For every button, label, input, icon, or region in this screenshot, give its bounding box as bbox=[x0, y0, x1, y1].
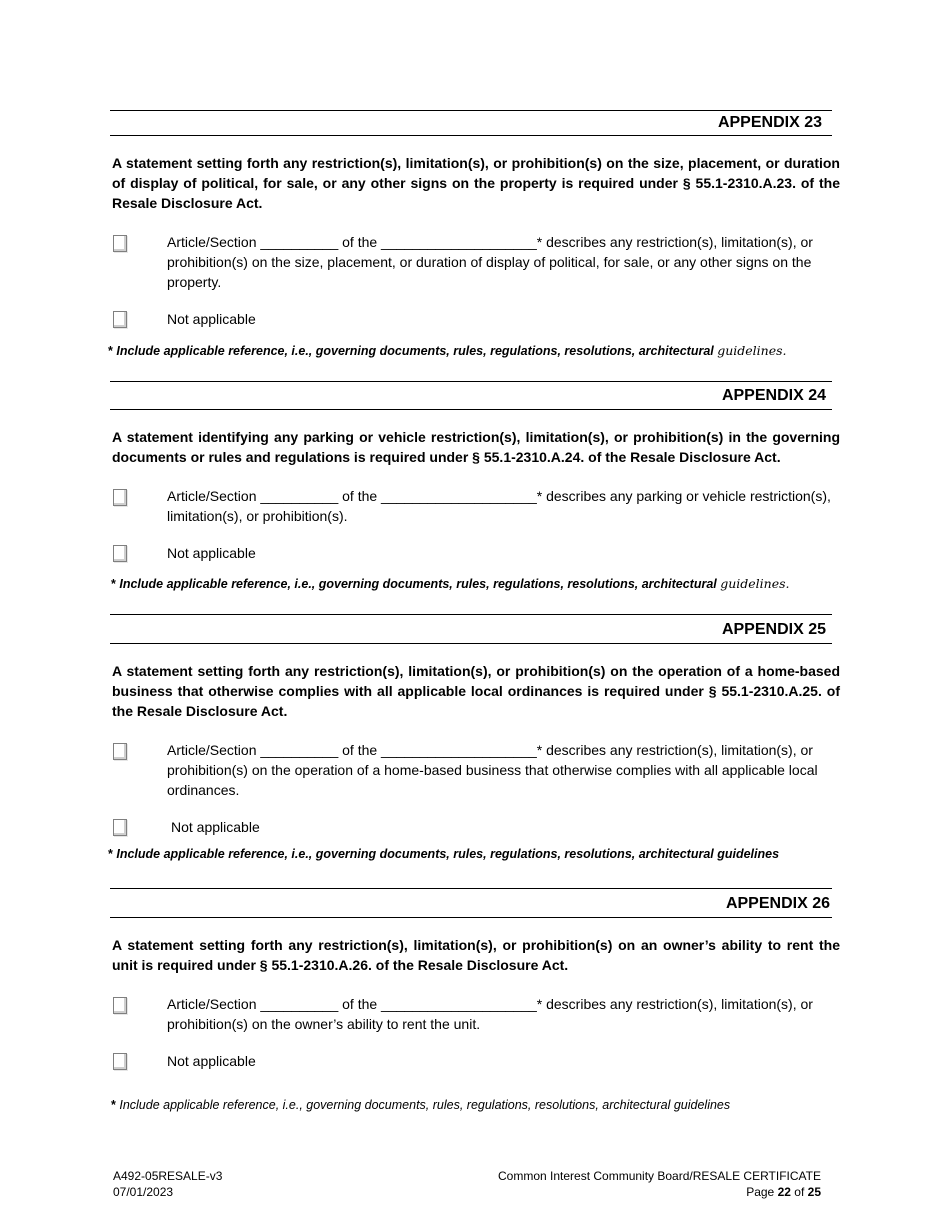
page-prefix: Page bbox=[746, 1185, 775, 1199]
reference-note bbox=[108, 847, 779, 861]
article-checkbox[interactable] bbox=[113, 997, 127, 1014]
page-total: 25 bbox=[807, 1185, 821, 1199]
note-text: Include applicable reference, i.e., governing documents, rules, regulations, resolutions, architectural guidelines bbox=[119, 1098, 731, 1112]
article-checkbox[interactable] bbox=[113, 743, 127, 760]
appendix-title: APPENDIX 26 bbox=[725, 895, 830, 912]
statement: A statement identifying any parking or vehicle restriction(s), limitation(s), or prohibition(s) in the governing documents or rules and regulations is required under § 55.1-2310.A.24. of the Resale Disclosure Act. bbox=[112, 429, 840, 465]
note-tail: guidelines. bbox=[720, 576, 790, 591]
reference-note bbox=[111, 576, 790, 591]
form-id: A492-05RESALE-v3 bbox=[113, 1169, 223, 1183]
note-text: Include applicable reference, i.e., governing documents, rules, regulations, resolutions, architectural guidelines bbox=[116, 847, 780, 861]
footer-right bbox=[498, 1168, 821, 1200]
reference-note bbox=[108, 343, 787, 358]
top-rule bbox=[110, 888, 832, 889]
note-text: Include applicable reference, i.e., governing documents, rules, regulations, resolutions, architectural bbox=[119, 577, 717, 591]
footer-left bbox=[113, 1168, 222, 1200]
statement: A statement setting forth any restriction(s), limitation(s), or prohibition(s) on the size, placement, or duration of display of political, for sale, or any other signs on the property is required under § 55.1-2310.A.23. of the Resale Disclosure Act. bbox=[112, 155, 840, 211]
not-applicable-checkbox[interactable] bbox=[113, 1053, 127, 1070]
not-applicable-checkbox[interactable] bbox=[113, 819, 127, 836]
bottom-rule bbox=[110, 135, 832, 136]
bottom-rule bbox=[110, 409, 832, 410]
page-number bbox=[498, 1184, 821, 1200]
not-applicable-label: Not applicable bbox=[167, 545, 256, 561]
note-text: Include applicable reference, i.e., governing documents, rules, regulations, resolutions, architectural bbox=[116, 344, 714, 358]
article-option-text: Article/Section __________ of the ____________________* describes any restriction(s), limitation(s), or prohibition(s) on the owner’s ability to rent the unit. bbox=[167, 996, 813, 1032]
bottom-rule bbox=[110, 643, 832, 644]
statement: A statement setting forth any restriction(s), limitation(s), or prohibition(s) on an owner’s ability to rent the unit is required under § 55.1-2310.A.26. of the Resale Disclosure Act. bbox=[112, 937, 840, 973]
article-checkbox[interactable] bbox=[113, 235, 127, 252]
note-asterisk: * bbox=[111, 577, 116, 591]
note-asterisk: * bbox=[108, 847, 113, 861]
statement: A statement setting forth any restriction(s), limitation(s), or prohibition(s) on the operation of a home-based business that otherwise complies with all applicable local ordinances is required under § 55.1-2310.A.25. of the Resale Disclosure Act. bbox=[112, 663, 840, 719]
top-rule bbox=[110, 614, 832, 615]
top-rule bbox=[110, 381, 832, 382]
not-applicable-label: Not applicable bbox=[171, 819, 260, 835]
appendix-title: APPENDIX 25 bbox=[721, 621, 826, 638]
appendix-title: APPENDIX 23 bbox=[717, 114, 822, 131]
not-applicable-checkbox[interactable] bbox=[113, 311, 127, 328]
page-of: of bbox=[794, 1185, 805, 1199]
article-option-text: Article/Section __________ of the ____________________* describes any parking or vehicle restriction(s), limitation(s), or prohibition(s). bbox=[167, 488, 831, 524]
article-option-text: Article/Section __________ of the ____________________* describes any restriction(s), limitation(s), or prohibition(s) on the operation of a home-based business that otherwise complies with all applicable local ordinances. bbox=[167, 742, 818, 798]
appendix-title: APPENDIX 24 bbox=[721, 387, 826, 404]
note-tail: guidelines. bbox=[717, 343, 787, 358]
reference-note bbox=[111, 1098, 730, 1112]
article-checkbox[interactable] bbox=[113, 489, 127, 506]
form-date: 07/01/2023 bbox=[113, 1185, 174, 1199]
bottom-rule bbox=[110, 917, 832, 918]
not-applicable-checkbox[interactable] bbox=[113, 545, 127, 562]
top-rule bbox=[110, 110, 832, 111]
article-option-text: Article/Section __________ of the ____________________* describes any restriction(s), limitation(s), or prohibition(s) on the size, placement, or duration of display of political, for sale, or any other signs on the property. bbox=[167, 234, 813, 290]
page-current: 22 bbox=[777, 1185, 791, 1199]
footer-title: Common Interest Community Board/RESALE CERTIFICATE bbox=[498, 1169, 821, 1183]
not-applicable-label: Not applicable bbox=[167, 1053, 256, 1069]
note-asterisk: * bbox=[111, 1098, 116, 1112]
note-asterisk: * bbox=[108, 344, 113, 358]
not-applicable-label: Not applicable bbox=[167, 311, 256, 327]
